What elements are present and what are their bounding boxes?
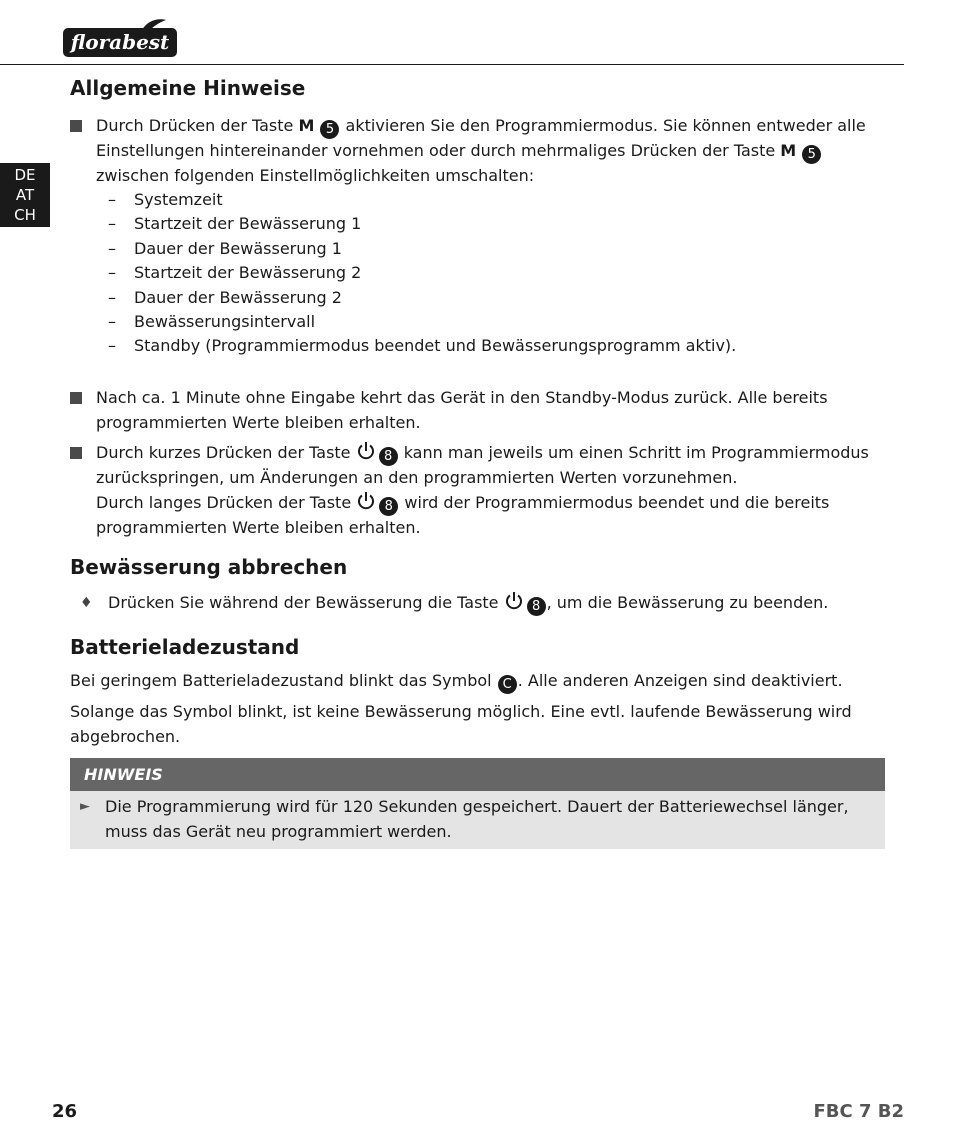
svg-text:florabest: florabest <box>70 30 170 54</box>
square-bullet-icon <box>70 120 82 132</box>
florabest-logo <box>62 18 178 58</box>
text: Durch Drücken der Taste <box>96 116 299 135</box>
battery-paragraph-1 <box>70 669 886 694</box>
bullet-standby-timeout <box>70 386 886 435</box>
number-8-icon: 8 <box>527 597 546 616</box>
language-code: CH <box>14 206 36 224</box>
key-m-label: M <box>780 141 797 160</box>
bullet-power-key <box>70 441 886 540</box>
language-tab <box>0 163 50 227</box>
text: zwischen folgenden Einstellmöglichkeiten umschalten: <box>96 166 535 185</box>
section-title-cancel-watering: Bewässerung abbrechen <box>70 555 348 579</box>
note-box <box>70 758 885 849</box>
text: , um die Bewässerung zu beenden. <box>546 593 829 612</box>
page-number: 26 <box>52 1101 78 1122</box>
text: Nach ca. 1 Minute ohne Eingabe kehrt das Gerät in den Standby-Modus zurück. Alle bereits programmierten Werte bleiben erhalten. <box>96 388 828 432</box>
number-8-icon: 8 <box>379 497 398 516</box>
bullet-programming-mode <box>70 114 886 189</box>
text: Durch kurzes Drücken der Taste <box>96 443 356 462</box>
square-bullet-icon <box>70 447 82 459</box>
square-bullet-icon <box>70 392 82 404</box>
model-name: FBC 7 B2 <box>813 1101 904 1122</box>
battery-paragraph-2: Solange das Symbol blinkt, ist keine Bewässerung möglich. Eine evtl. laufende Bewässerung wird abgebrochen. <box>70 702 852 746</box>
language-code: AT <box>15 186 35 204</box>
diamond-bullet-icon: ♦ <box>80 595 93 611</box>
text: wird der Programmiermodus beendet und die bereits programmierten Werte bleiben erhalten. <box>96 492 830 537</box>
text: Drücken Sie während der Bewässerung die Taste <box>108 593 504 612</box>
note-heading: HINWEIS <box>70 758 885 791</box>
power-icon <box>356 441 376 461</box>
instruction-cancel-watering <box>70 591 886 616</box>
section-title-battery-status: Batterieladezustand <box>70 635 300 659</box>
arrow-right-icon: ► <box>80 799 90 814</box>
number-8-icon: 8 <box>379 447 398 466</box>
key-m-label: M <box>298 116 315 135</box>
text: kann man jeweils um einen Schritt im Programmiermodus zurückspringen, um Änderungen an den programmierten Werten vorzunehmen. <box>96 443 869 487</box>
note-text: Die Programmierung wird für 120 Sekunden gespeichert. Dauert der Batteriewechsel länger, muss das Gerät neu programmiert werden. <box>105 797 849 841</box>
text: . Alle anderen Anzeigen sind deaktiviert. <box>517 671 843 690</box>
power-icon <box>504 591 524 611</box>
text: aktivieren Sie den Programmiermodus. Sie können entweder alle Einstellungen hintereinander vornehmen oder durch mehrmaliges Drücken der Taste <box>96 116 866 160</box>
power-icon <box>356 491 376 511</box>
header-divider <box>0 64 904 65</box>
number-5-icon: 5 <box>320 120 339 139</box>
text: Bei geringem Batterieladezustand blinkt das Symbol <box>70 671 497 690</box>
language-code: DE <box>14 166 36 184</box>
text: Durch langes Drücken der Taste <box>96 492 357 512</box>
battery-symbol-c-icon: C <box>498 675 517 694</box>
number-5-icon: 5 <box>802 145 821 164</box>
section-title-general-notes: Allgemeine Hinweise <box>70 76 306 100</box>
